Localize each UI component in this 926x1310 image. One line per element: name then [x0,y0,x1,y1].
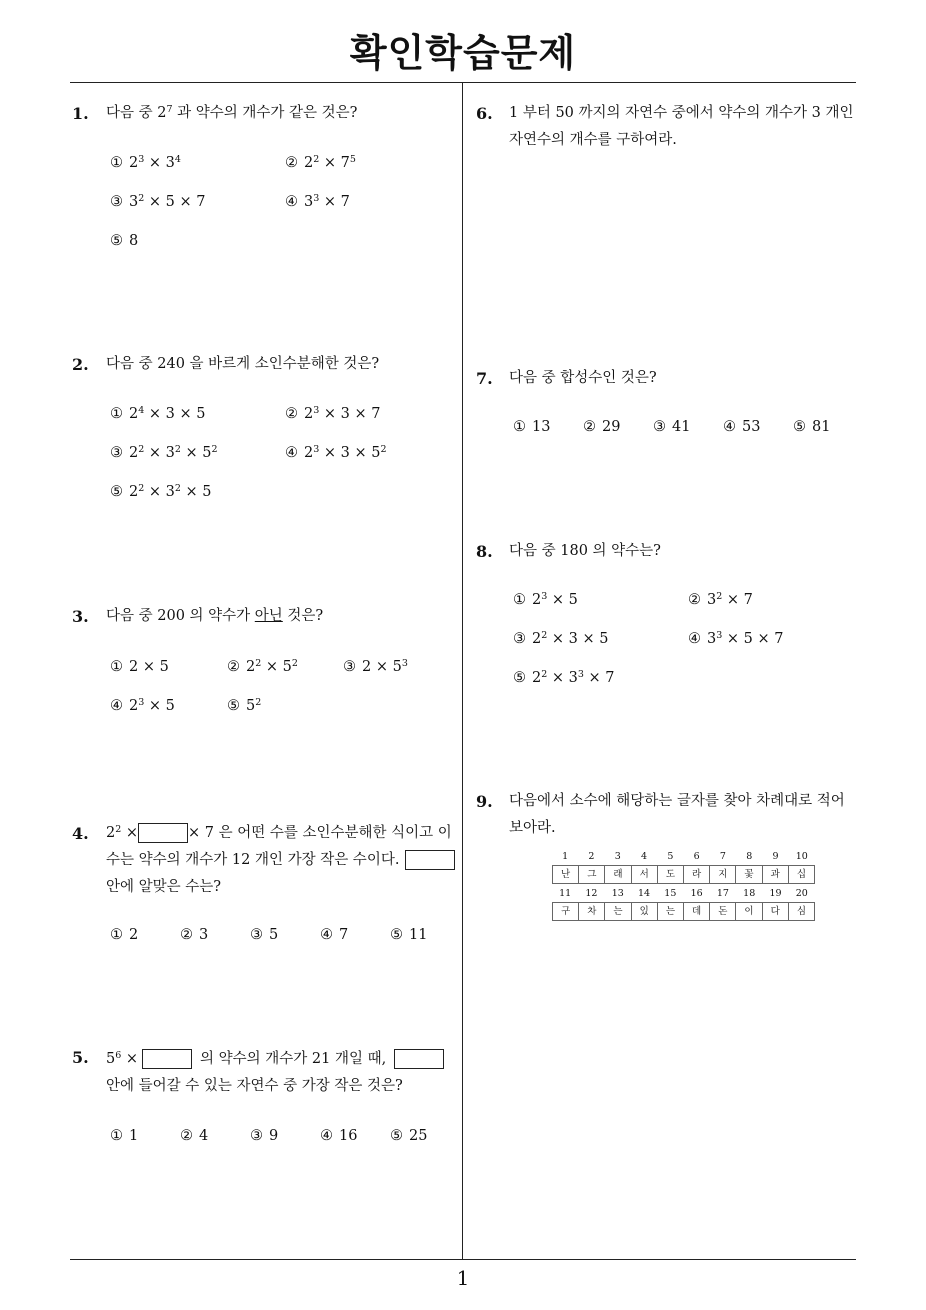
option-5[interactable]: ⑤ $5^2$ [227,696,262,714]
grid-number-row-1: 1 2 3 4 5 6 7 8 9 10 [562,851,808,862]
page-number: 1 [456,1266,470,1290]
option-3[interactable]: ③ $2 \times 5^3$ [343,657,408,675]
question-text: 다음에서 소수에 해당하는 글자를 찾아 차례대로 적어 보아라. [509,793,845,836]
question-text: 다음 중 180 의 약수는? [509,543,661,559]
grid-letter-row-1: 난 그 래 서 도 라 지 꽃 과 십 [552,865,815,884]
option-5[interactable]: ⑤ 25 [390,1128,428,1144]
option-4[interactable]: ④ 53 [723,419,761,435]
question-text: 다음 중 합성수인 것은? [509,370,657,386]
option-2[interactable]: ② 29 [583,419,621,435]
bottom-rule [70,1259,856,1260]
option-2[interactable]: ② 4 [180,1128,209,1144]
question-text: 1 부터 50 까지의 자연수 중에서 약수의 개수가 3 개인 자연수의 개수를 구하여라. [509,105,854,148]
option-1[interactable]: ① 2 × 5 [110,659,169,675]
option-3[interactable]: ③ 41 [653,419,691,435]
option-5[interactable]: ⑤ 11 [390,927,428,943]
option-5[interactable]: ⑤ 8 [110,233,139,249]
option-1[interactable]: ① 2 [110,927,139,943]
option-4[interactable]: ④ $3^3 \times 5 \times 7$ [688,629,784,647]
question-number: 7. [476,369,493,388]
option-4[interactable]: ④ 7 [320,927,349,943]
question-text: 다음 중 240 을 바르게 소인수분해한 것은? [106,356,380,372]
question-number: 6. [476,104,493,123]
option-5[interactable]: ⑤ 81 [793,419,831,435]
option-3[interactable]: ③ $3^2 \times 5 \times 7$ [110,192,206,210]
option-3[interactable]: ③ $2^2 \times 3 \times 5$ [513,629,609,647]
option-4[interactable]: ④ $2^3 \times 5$ [110,696,175,714]
letter-grid [552,849,815,921]
answer-blank-box [405,850,455,870]
option-1[interactable]: ① 1 [110,1128,139,1144]
option-4[interactable]: ④ $3^3 \times 7$ [285,192,350,210]
question-number: 5. [72,1048,89,1067]
question-text: 다음 중 200 의 약수가 아닌 것은? [106,608,324,624]
question-text: 다음 중 $2^7$ 과 약수의 개수가 같은 것은? [106,103,358,121]
answer-blank-box [142,1049,192,1069]
option-1[interactable]: ① $2^4 \times 3 \times 5$ [110,404,206,422]
option-2[interactable]: ② $2^3 \times 3 \times 7$ [285,404,381,422]
option-1[interactable]: ① 13 [513,419,551,435]
grid-number-row-2: 11 12 13 14 15 16 17 18 19 20 [559,888,808,899]
question-number: 3. [72,607,89,626]
page-title: 확인학습문제 [349,31,577,75]
top-rule [70,82,856,83]
option-2[interactable]: ② $2^2 \times 5^2$ [227,657,298,675]
question-number: 4. [72,824,89,843]
option-5[interactable]: ⑤ $2^2 \times 3^3 \times 7$ [513,668,615,686]
option-3[interactable]: ③ 5 [250,927,279,943]
option-2[interactable]: ② $2^2 \times 7^5$ [285,153,356,171]
question-number: 8. [476,542,493,561]
column-divider [462,83,463,1260]
option-3[interactable]: ③ 9 [250,1128,279,1144]
option-4[interactable]: ④ $2^3 \times 3 \times 5^2$ [285,443,387,461]
question-text: $5^6$ × 의 약수의 개수가 21 개일 때, 안에 들어갈 수 있는 자연수 중 가장 작은 것은? [106,1046,456,1100]
option-2[interactable]: ② 3 [180,927,209,943]
question-number: 9. [476,792,493,811]
question-number: 2. [72,355,89,374]
option-2[interactable]: ② $3^2 \times 7$ [688,590,753,608]
grid-letter-row-2: 구 차 는 있 는 데 돈 이 다 심 [552,902,815,921]
answer-blank-box [138,823,188,843]
option-5[interactable]: ⑤ $2^2 \times 3^2 \times 5$ [110,482,212,500]
option-1[interactable]: ① $2^3 \times 3^4$ [110,153,181,171]
option-4[interactable]: ④ 16 [320,1128,358,1144]
option-1[interactable]: ① $2^3 \times 5$ [513,590,578,608]
option-3[interactable]: ③ $2^2 \times 3^2 \times 5^2$ [110,443,218,461]
question-number: 1. [72,104,89,123]
question-text: $2^2$ × × 7 은 어떤 수를 소인수분해한 식이고 이 수는 약수의 개수가 12 개인 가장 작은 수이다. 안에 알맞은 수는? [106,820,456,901]
answer-blank-box [394,1049,444,1069]
